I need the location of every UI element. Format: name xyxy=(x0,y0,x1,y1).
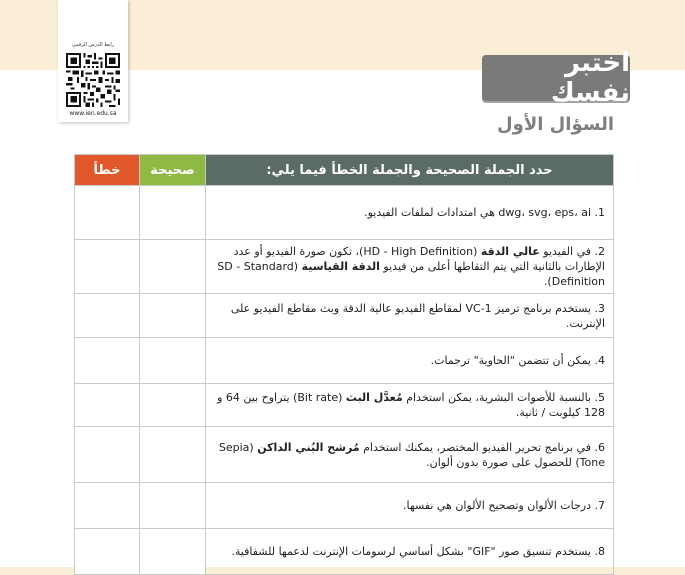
wrong-answer-cell[interactable] xyxy=(75,240,140,294)
test-yourself-banner: اختبر نفسك xyxy=(482,55,630,101)
statement-cell xyxy=(206,240,614,294)
statement-number: 7. xyxy=(594,499,605,512)
statement-text: في برنامج تحرير الفيديو المختصر، يمكنك استخدام xyxy=(359,440,591,454)
statement-number: 3. xyxy=(594,301,605,315)
statement-term: مُرشح البُني الداكن xyxy=(257,440,360,454)
statement-text: (SD - Standard Definition). xyxy=(217,260,605,288)
table-row xyxy=(75,529,614,575)
table-row xyxy=(75,384,614,427)
statement-number: 5. xyxy=(594,391,605,404)
statement-term: الدقة القياسية xyxy=(301,260,380,273)
statement-text: (Sepia Tone) للحصول على صورة بدون ألوان. xyxy=(218,440,605,469)
table-row xyxy=(75,483,614,529)
statement-cell xyxy=(206,338,614,384)
wrong-answer-cell[interactable] xyxy=(75,427,140,483)
statement-text: (HD - High Definition)، تكون صورة الفيديو أو عدد الإطارات بالثانية التي يتم التقاطها أعلى من فيديو xyxy=(233,245,605,273)
statement-cell xyxy=(206,427,614,483)
correct-answer-cell[interactable] xyxy=(140,529,206,575)
statement-number: 2. xyxy=(594,245,605,258)
correct-answer-cell[interactable] xyxy=(140,186,206,240)
correct-answer-cell[interactable] xyxy=(140,294,206,338)
wrong-answer-cell[interactable] xyxy=(75,186,140,240)
question-heading: السؤال الأول xyxy=(497,114,614,135)
true-false-table xyxy=(74,154,614,575)
table-row xyxy=(75,240,614,294)
correct-answer-cell[interactable] xyxy=(140,483,206,529)
statement-text: يمكن أن تتضمن "الحاوية" ترجمات. xyxy=(430,354,591,367)
table-row xyxy=(75,294,614,338)
table-header-row xyxy=(75,155,614,186)
table-row xyxy=(75,427,614,483)
statement-number: 8. xyxy=(594,545,605,558)
statement-number: 1. xyxy=(594,206,605,219)
correct-answer-cell[interactable] xyxy=(140,384,206,427)
statement-term: عالي الدقة xyxy=(480,245,540,258)
statement-cell xyxy=(206,384,614,427)
header-statement: حدد الجملة الصحيحة والجملة الخطأ فيما يلي: xyxy=(206,155,614,186)
statement-text: (Bit rate) يتراوح بين 64 و 128 كيلوبت / ثانية. xyxy=(217,391,605,419)
statement-number: 6. xyxy=(594,440,605,454)
correct-answer-cell[interactable] xyxy=(140,427,206,483)
wrong-answer-cell[interactable] xyxy=(75,294,140,338)
statement-number: 4. xyxy=(594,354,605,367)
wrong-answer-cell[interactable] xyxy=(75,384,140,427)
header-correct: صحيحة xyxy=(140,155,206,186)
table-row xyxy=(75,186,614,240)
statement-term: مُعدَّل البث xyxy=(345,391,403,404)
correct-answer-cell[interactable] xyxy=(140,240,206,294)
wrong-answer-cell[interactable] xyxy=(75,483,140,529)
statement-text: درجات الألوان وتصحيح الألوان هي نفسها. xyxy=(403,499,591,512)
wrong-answer-cell[interactable] xyxy=(75,338,140,384)
statement-cell xyxy=(206,483,614,529)
statement-text: في الفيديو xyxy=(539,245,591,258)
digital-lesson-qr-card[interactable] xyxy=(58,0,128,122)
statement-cell xyxy=(206,294,614,338)
statement-cell xyxy=(206,186,614,240)
qr-title: رابط الدرس الرقمي xyxy=(71,42,115,48)
statement-text: dwg، svg، eps، ai هي امتدادات لملفات الفيديو. xyxy=(364,206,591,219)
qr-url[interactable]: www.ien.edu.sa xyxy=(69,110,117,117)
statement-cell xyxy=(206,529,614,575)
statement-text: بالنسبة للأصوات البشرية، يمكن استخدام xyxy=(402,391,591,404)
correct-answer-cell[interactable] xyxy=(140,338,206,384)
header-wrong: خطأ xyxy=(75,155,140,186)
statement-text: يستخدم تنسيق صور "GIF" بشكل أساسي لرسومات الإنترنت لدعمها للشفافية. xyxy=(231,545,591,558)
table-row xyxy=(75,338,614,384)
wrong-answer-cell[interactable] xyxy=(75,529,140,575)
statement-text: يستخدم برنامج ترميز VC-1 لمقاطع الفيديو عالية الدقة وبث مقاطع الفيديو على الإنترنت. xyxy=(230,301,605,330)
qr-code-icon[interactable] xyxy=(66,53,120,107)
